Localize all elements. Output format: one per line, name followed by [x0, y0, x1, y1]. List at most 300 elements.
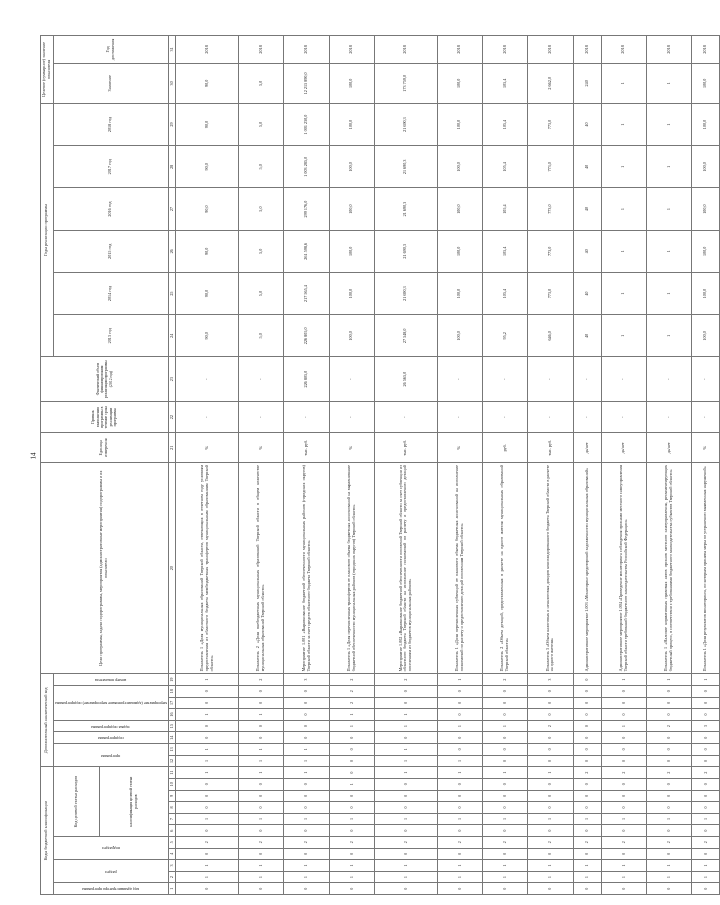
code-cell: 1 — [528, 871, 573, 883]
code-cell: 0 — [528, 883, 573, 895]
year-value: 1 — [647, 230, 692, 272]
year-value: 100,0 — [437, 103, 482, 145]
code-cell: 2 — [483, 836, 528, 848]
year-col-4: 2016 год — [53, 188, 168, 230]
code-cell: 3 — [692, 720, 720, 732]
code-cell: 1 — [573, 871, 601, 883]
code-cell: 0 — [437, 825, 482, 837]
year-value: 217 565,4 — [284, 272, 329, 314]
column-number: 11 — [168, 767, 176, 779]
code-cell: 3 — [528, 674, 573, 686]
year-value: 105,4 — [483, 146, 528, 188]
year-value: 5,0 — [239, 188, 284, 230]
code-cell: 0 — [528, 755, 573, 767]
code-cell: 0 — [176, 697, 239, 709]
year-value: 1 — [647, 272, 692, 314]
code-cell: 2 — [647, 767, 692, 779]
value-header: Значение — [53, 63, 168, 103]
code-cell: 0 — [375, 883, 438, 895]
table-row — [601, 36, 646, 895]
source-header: Признак выполнения программы в течение срока реализации программы — [41, 401, 169, 433]
code-cell: 0 — [573, 697, 601, 709]
code-cell: 1 — [601, 871, 646, 883]
year-value: 5,0 — [239, 272, 284, 314]
code-cell: 0 — [692, 790, 720, 802]
year-value: 90,0 — [176, 103, 239, 145]
row-unit: % — [437, 433, 482, 463]
year-value: 100,0 — [437, 230, 482, 272]
code-cell: 3 — [284, 674, 329, 686]
code-cell: 0 — [692, 848, 720, 860]
year-value: 100,0 — [329, 103, 374, 145]
code-cell: 0 — [176, 883, 239, 895]
page-number: 14 — [29, 452, 38, 460]
row-fin: - — [176, 357, 239, 401]
code-cell: 1 — [647, 813, 692, 825]
code-cell: 0 — [375, 790, 438, 802]
column-number: 18 — [168, 685, 176, 697]
code-cell: 1 — [437, 860, 482, 872]
year-value: 1 — [647, 103, 692, 145]
row-name: Показатель 1 «Доля муниципальных образований Тверской области, отвечающих в отчетном году условиям предоставления из областного бюджета межбюджетных трансфертов муниципальным образованиям Тверской области» — [176, 463, 239, 674]
code-cell: 0 — [239, 720, 284, 732]
code-cell: 0 — [601, 778, 646, 790]
year-value: 100,0 — [692, 230, 720, 272]
code-cell: 0 — [239, 697, 284, 709]
code-cell: 1 — [329, 709, 374, 721]
code-cell: 1 — [647, 860, 692, 872]
code-cell: 0 — [692, 883, 720, 895]
target-year: 2018 — [647, 36, 692, 64]
code-cell: 0 — [437, 685, 482, 697]
target-value: 100,0 — [437, 63, 482, 103]
code-cell: 0 — [692, 732, 720, 744]
target-value: 12 215 890,0 — [284, 63, 329, 103]
year-value: 21 690,3 — [375, 230, 438, 272]
code-cell: 2 — [573, 836, 601, 848]
year-value: 100,0 — [437, 315, 482, 357]
year-value: 1 — [647, 315, 692, 357]
code-cell: 2 — [329, 685, 374, 697]
year-value: 100,0 — [437, 146, 482, 188]
code-cell: 0 — [573, 848, 601, 860]
row-name: Показатель 3 «Объем налоговых и неналоговых доходов консолидированного бюджета Тверской области в расчете на одного жителя» — [528, 463, 573, 674]
code-cell: 0 — [176, 778, 239, 790]
year-value: 100,0 — [329, 146, 374, 188]
code-cell: 0 — [375, 825, 438, 837]
year-value: 90,0 — [176, 315, 239, 357]
year-value: 40 — [573, 188, 601, 230]
code-cell: 1 — [601, 674, 646, 686]
code-cell: 0 — [329, 883, 374, 895]
code-cell: 1 — [483, 720, 528, 732]
target-value: 2 662,0 — [528, 63, 573, 103]
row-unit: % — [329, 433, 374, 463]
code-cell: 0 — [284, 790, 329, 802]
row-fin: - — [647, 357, 692, 401]
row-source: - — [176, 401, 239, 433]
year-value: 90,0 — [176, 146, 239, 188]
column-number: 22 — [168, 401, 176, 433]
fin-header: Фактический объем финансирования реализации программы (2012 год) — [41, 357, 169, 401]
code-cell: 2 — [692, 767, 720, 779]
year-value: 100,0 — [692, 272, 720, 314]
target-value: 105,4 — [483, 63, 528, 103]
year-value: 105,4 — [483, 188, 528, 230]
code-cell: 0 — [573, 883, 601, 895]
code-cell: 0 — [573, 720, 601, 732]
code-cell: 1 — [483, 767, 528, 779]
column-number: 2 — [168, 871, 176, 883]
code-cell: 2 — [528, 720, 573, 732]
target-value: 100,0 — [692, 63, 720, 103]
row-fin: - — [239, 357, 284, 401]
code-cell: 0 — [329, 755, 374, 767]
code-cell: 0 — [284, 685, 329, 697]
budget-codes-header: Коды бюджетной классификации — [41, 767, 54, 895]
column-number: 3 — [168, 860, 176, 872]
row-source: - — [647, 401, 692, 433]
year-value: 5,0 — [239, 103, 284, 145]
year-value: 226 805,0 — [284, 315, 329, 357]
row-source: - — [528, 401, 573, 433]
column-number: 26 — [168, 230, 176, 272]
column-number: 21 — [168, 433, 176, 463]
code-cell: 1 — [375, 860, 438, 872]
code-cell: 0 — [375, 685, 438, 697]
code-cell: 2 — [176, 836, 239, 848]
row-name: Мероприятие 1.001 «Выравнивание бюджетной обеспеченности муниципальных районов (городских округов) Тверской области за счет средств областного бюджета Тверской области» — [284, 463, 329, 674]
code-cell: 0 — [692, 778, 720, 790]
code-cell: 1 — [284, 755, 329, 767]
code-cell: 0 — [176, 802, 239, 814]
code-cell: 2 — [239, 836, 284, 848]
column-number: 19 — [168, 674, 176, 686]
year-value: 100,0 — [437, 188, 482, 230]
code-cell: 0 — [437, 709, 482, 721]
year-col-2: 2014 год — [53, 272, 168, 314]
year-value: 105,4 — [483, 272, 528, 314]
code-cell: 1 — [437, 767, 482, 779]
year-header: Год достижения — [53, 36, 168, 64]
code-cell: 2 — [375, 836, 438, 848]
year-value: 40 — [573, 230, 601, 272]
code-cell: 1 — [437, 720, 482, 732]
measure-header: мероприятие (административное мероприятие) подпрограммы — [53, 685, 168, 720]
year-col-5: 2017 год — [53, 146, 168, 188]
column-number: 28 — [168, 146, 176, 188]
code-cell: 0 — [647, 744, 692, 756]
target-year: 2018 — [573, 36, 601, 64]
code-cell: 0 — [528, 848, 573, 860]
year-value: 1 — [601, 188, 646, 230]
year-value: 1 — [647, 146, 692, 188]
code-cell: 0 — [573, 825, 601, 837]
column-number: 30 — [168, 63, 176, 103]
year-value: 21 690,3 — [375, 103, 438, 145]
code-cell: 0 — [329, 825, 374, 837]
code-cell: 0 — [284, 825, 329, 837]
code-cell: 1 — [329, 720, 374, 732]
code-cell: 1 — [692, 674, 720, 686]
row-fin: - — [692, 357, 720, 401]
row-source: - — [437, 401, 482, 433]
code-cell: 0 — [528, 697, 573, 709]
code-cell: 0 — [573, 802, 601, 814]
code-cell: 2 — [573, 767, 601, 779]
subprogram-header: подпрограмма — [53, 732, 168, 744]
table-row — [483, 36, 528, 895]
code-cell: 0 — [647, 825, 692, 837]
program-table — [40, 35, 720, 895]
year-value: 299 176,0 — [284, 188, 329, 230]
row-unit: да/нет — [647, 433, 692, 463]
code-cell: 0 — [601, 802, 646, 814]
code-cell: 0 — [483, 848, 528, 860]
row-fin: 226 805,0 — [284, 357, 329, 401]
year-value: 21 690,3 — [375, 146, 438, 188]
row-name: Административное мероприятие 1.003 «Мониторинг кредиторской задолженности муниципальных образований» — [573, 463, 601, 674]
target-year: 2018 — [375, 36, 438, 64]
code-cell: 0 — [692, 744, 720, 756]
row-fin: - — [528, 357, 573, 401]
code-cell: 2 — [375, 674, 438, 686]
code-cell: 2 — [647, 836, 692, 848]
code-cell: 1 — [239, 767, 284, 779]
code-cell: 0 — [329, 767, 374, 779]
row-source: - — [375, 401, 438, 433]
code-cell: 0 — [239, 883, 284, 895]
row-unit: да/нет — [601, 433, 646, 463]
row-fin: - — [329, 357, 374, 401]
code-cell: 0 — [528, 744, 573, 756]
code-cell: 0 — [573, 674, 601, 686]
code-cell: 0 — [601, 732, 646, 744]
row-source: - — [284, 401, 329, 433]
code-cell: 1 — [284, 744, 329, 756]
code-cell: 0 — [284, 802, 329, 814]
code-cell: 1 — [601, 720, 646, 732]
code-cell: 0 — [239, 778, 284, 790]
code-cell: 0 — [284, 778, 329, 790]
code-cell: 1 — [437, 755, 482, 767]
code-cell: 0 — [284, 732, 329, 744]
code-cell: 1 — [284, 860, 329, 872]
code-cell: 0 — [692, 825, 720, 837]
code-cell: 1 — [176, 744, 239, 756]
code-cell: 0 — [601, 685, 646, 697]
table-row — [176, 36, 239, 895]
year-value: 1 — [601, 146, 646, 188]
code-cell: 1 — [176, 871, 239, 883]
code-cell: 0 — [528, 790, 573, 802]
column-number: 27 — [168, 188, 176, 230]
column-number: 1 — [168, 883, 176, 895]
code-cell: 0 — [601, 790, 646, 802]
code-cell: 0 — [601, 883, 646, 895]
code-cell: 0 — [528, 802, 573, 814]
code-cell: 0 — [601, 755, 646, 767]
target-year: 2018 — [329, 36, 374, 64]
target-header: Целевое (суммарное) значение показателя — [41, 36, 54, 104]
code-cell: 0 — [284, 697, 329, 709]
target-value: 1 — [647, 63, 692, 103]
code-cell: 0 — [692, 697, 720, 709]
code-cell: 0 — [284, 720, 329, 732]
code-cell: 0 — [437, 697, 482, 709]
code-cell: 0 — [647, 755, 692, 767]
code-cell: 1 — [375, 767, 438, 779]
code-cell: 0 — [483, 685, 528, 697]
code-cell: 0 — [601, 825, 646, 837]
code-cell: 0 — [483, 697, 528, 709]
code-cell: 0 — [176, 685, 239, 697]
code-cell: 1 — [176, 860, 239, 872]
row-source: - — [601, 401, 646, 433]
year-value: 773,0 — [528, 103, 573, 145]
target-value: 5,0 — [239, 63, 284, 103]
code-cell: 0 — [601, 848, 646, 860]
row-name: Показатель 1 «Доля результатов мониторинга, по которым приняты меры по устранению выявленных нарушений» — [692, 463, 720, 674]
code-cell: 1 — [692, 871, 720, 883]
code-cell: 1 — [284, 767, 329, 779]
task-header: задача подпрограммы — [53, 720, 168, 732]
year-value: 5,0 — [239, 230, 284, 272]
target-value: 1 — [601, 63, 646, 103]
code-cell: 0 — [483, 802, 528, 814]
year-value: 105,4 — [483, 103, 528, 145]
row-source: - — [329, 401, 374, 433]
code-cell: 0 — [483, 732, 528, 744]
row-name: Административное мероприятие 1.004 «Проведение мониторинга соблюдения органами местного самоуправления Тверской области требований бюджетного законодательства Российской Федерации» — [601, 463, 646, 674]
column-number: 13 — [168, 744, 176, 756]
code-cell: 1 — [437, 871, 482, 883]
column-number: 16 — [168, 709, 176, 721]
code-cell: 0 — [483, 744, 528, 756]
year-value: 261 598,6 — [284, 230, 329, 272]
row-source: - — [239, 401, 284, 433]
table-row — [437, 36, 482, 895]
code-cell: 0 — [647, 732, 692, 744]
code-cell: 1 — [692, 813, 720, 825]
rotated-table-container — [40, 35, 708, 895]
code-cell: 0 — [329, 802, 374, 814]
code-cell: 1 — [329, 860, 374, 872]
code-cell: 1 — [176, 674, 239, 686]
code-cell: 0 — [601, 744, 646, 756]
year-value: 1 — [601, 103, 646, 145]
code-cell: 0 — [239, 790, 284, 802]
year-value: 90,0 — [176, 272, 239, 314]
code-cell: 2 — [528, 836, 573, 848]
column-number: 10 — [168, 778, 176, 790]
code-cell: 1 — [375, 813, 438, 825]
code-cell: 1 — [692, 860, 720, 872]
code-cell: 1 — [239, 709, 284, 721]
code-cell: 0 — [601, 709, 646, 721]
code-cell: 1 — [375, 755, 438, 767]
code-cell: 0 — [329, 790, 374, 802]
code-cell: 1 — [528, 860, 573, 872]
code-cell: 2 — [329, 697, 374, 709]
code-cell: 1 — [601, 860, 646, 872]
code-cell: 1 — [437, 813, 482, 825]
column-number: 15 — [168, 720, 176, 732]
code-cell: 0 — [483, 709, 528, 721]
years-header: Годы реализации программы — [41, 103, 54, 357]
code-cell: 1 — [284, 813, 329, 825]
code-cell: 0 — [437, 883, 482, 895]
row-name: Показатель 1 «Доля перечисленных субвенций от планового объема бюджетных ассигнований на исполнение полномочий по расчету и предоставлению дотаций поселениям Тверской области» — [437, 463, 482, 674]
code-cell: 0 — [329, 744, 374, 756]
year-value: 100,0 — [692, 315, 720, 357]
year-value: 40 — [573, 272, 601, 314]
code-cell: 0 — [329, 848, 374, 860]
row-unit: % — [176, 433, 239, 463]
row-name: Мероприятие 1.002 «Выравнивание бюджетной обеспеченности поселений Тверской области за счет субвенции из областного бюджета Тверской области на исполнение полномочий по расчету и предоставлению дотаций поселениям из бюджетов муниципальных районов» — [375, 463, 438, 674]
target-value: 100,0 — [329, 63, 374, 103]
row-name: Показатель 2 «Объем дотаций, предоставленных в расчете на одного жителя муниципальных образований Тверской области» — [483, 463, 528, 674]
target-value: 90,0 — [176, 63, 239, 103]
column-number: 20 — [168, 463, 176, 674]
code-cell: 2 — [647, 720, 692, 732]
column-number: 4 — [168, 848, 176, 860]
code-cell: 0 — [483, 778, 528, 790]
code-cell: 0 — [573, 755, 601, 767]
table-row — [239, 36, 284, 895]
code-cell: 1 — [528, 767, 573, 779]
code-cell: 0 — [375, 848, 438, 860]
code-cell: 0 — [284, 709, 329, 721]
row-unit: % — [692, 433, 720, 463]
year-value: 90,0 — [176, 230, 239, 272]
year-value: 1 — [601, 315, 646, 357]
column-number: 24 — [168, 315, 176, 357]
admin-header: код администратора программы — [53, 883, 168, 895]
target-value: 173 759,0 — [375, 63, 438, 103]
klassif-sub-header: классификация целевой статьи расходов — [99, 767, 168, 837]
code-cell: 1 — [176, 709, 239, 721]
code-cell: 1 — [601, 813, 646, 825]
code-cell: 1 — [647, 674, 692, 686]
code-cell: 0 — [528, 778, 573, 790]
year-value: 1 — [601, 230, 646, 272]
row-source: - — [573, 401, 601, 433]
year-value: 100,0 — [692, 103, 720, 145]
table-row — [375, 36, 438, 895]
code-cell: 0 — [437, 778, 482, 790]
code-cell: 1 — [239, 871, 284, 883]
code-cell: 1 — [329, 813, 374, 825]
year-col-3: 2015 год — [53, 230, 168, 272]
row-fin: - — [437, 357, 482, 401]
target-year: 2018 — [284, 36, 329, 64]
code-cell: 1 — [176, 767, 239, 779]
klassif-header: Код целевой статьи расходов — [53, 767, 99, 837]
code-cell: 0 — [601, 697, 646, 709]
row-unit: % — [239, 433, 284, 463]
code-cell: 2 — [329, 836, 374, 848]
year-col-6: 2018 год — [53, 103, 168, 145]
code-cell: 0 — [483, 883, 528, 895]
code-cell: 1 — [483, 871, 528, 883]
year-value: 40 — [573, 103, 601, 145]
code-cell: 1 — [647, 871, 692, 883]
code-cell: 0 — [375, 802, 438, 814]
code-cell: 0 — [176, 825, 239, 837]
code-cell: 0 — [647, 697, 692, 709]
year-value: 100,0 — [437, 272, 482, 314]
